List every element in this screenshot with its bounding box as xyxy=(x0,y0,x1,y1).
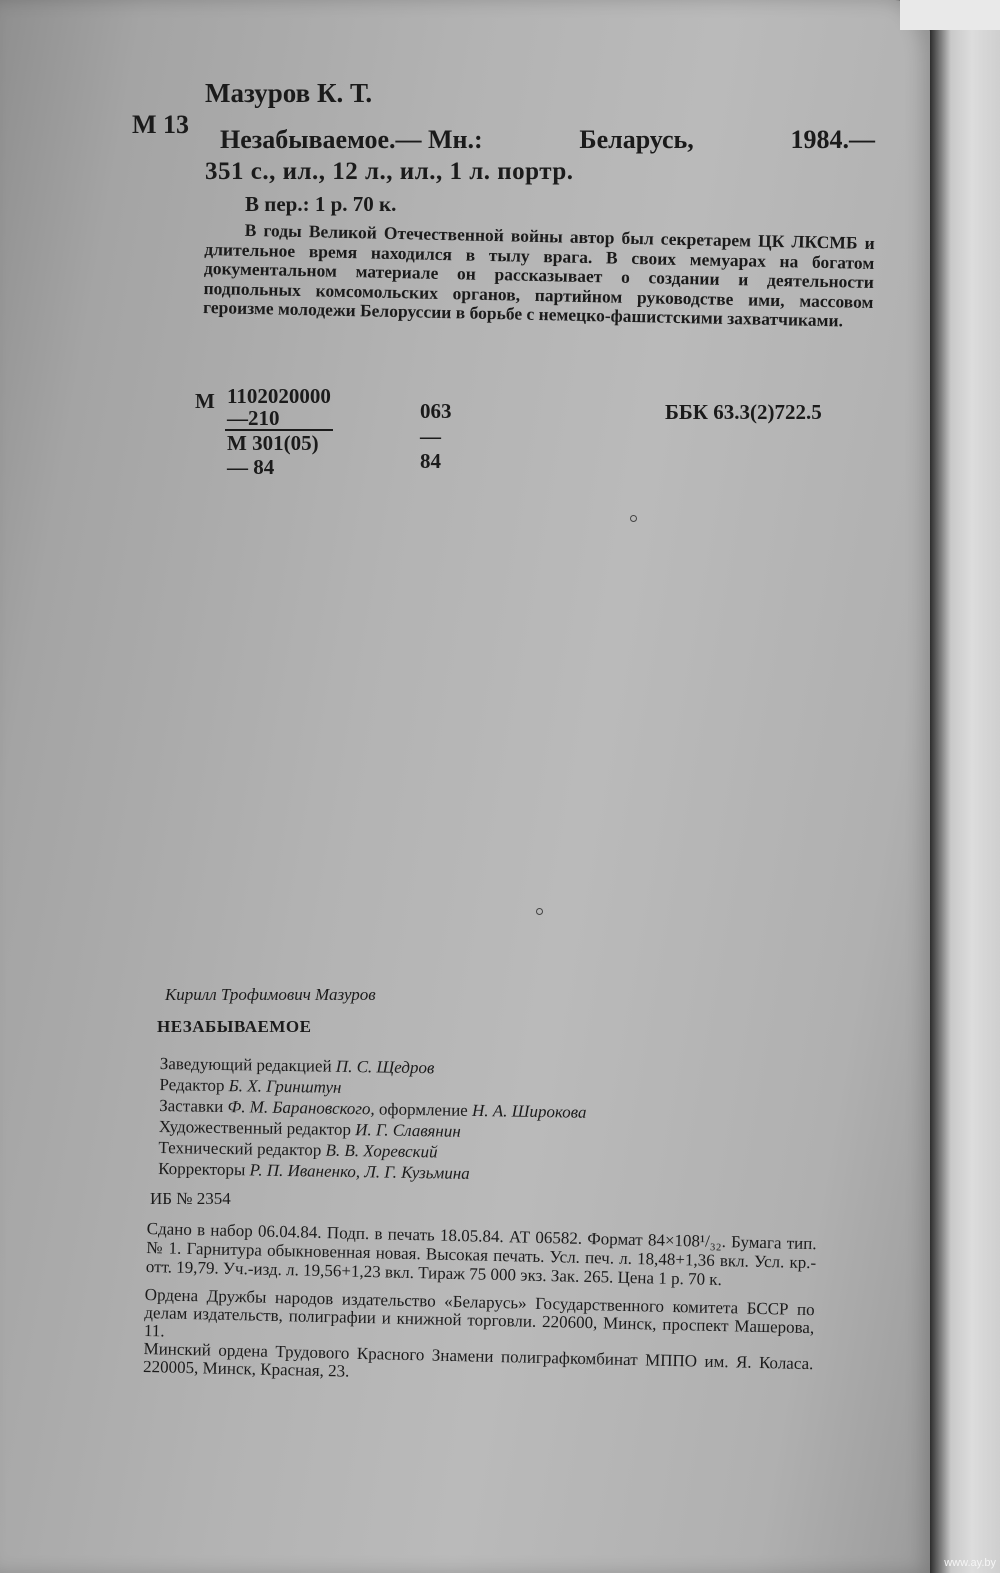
staff-role: Заставки xyxy=(159,1095,224,1117)
staff-role: Художественный редактор xyxy=(158,1116,352,1140)
staff-role: Заведующий редакцией xyxy=(159,1053,332,1076)
catalog-title-part: Беларусь, xyxy=(579,125,694,154)
watermark: www.ay.by xyxy=(944,1557,996,1569)
staff-role: Корректоры xyxy=(158,1158,246,1180)
staff-role: Технический редактор xyxy=(158,1137,322,1160)
page-edge xyxy=(930,0,1000,1573)
imprint-publisher xyxy=(143,1286,815,1391)
catalog-title-part: Незабываемое.— Мн.: xyxy=(220,125,483,154)
index-letter: М xyxy=(195,389,215,413)
page-corner xyxy=(900,0,1000,30)
staff-role: Редактор xyxy=(159,1074,225,1096)
catalog-title-line xyxy=(220,125,875,155)
staff-role: оформление xyxy=(378,1099,468,1120)
staff-name: П. С. Щедров xyxy=(335,1056,435,1078)
staff-name: И. Г. Славянин xyxy=(355,1120,461,1141)
catalog-price-line: В пер.: 1 р. 70 к. xyxy=(245,192,397,216)
imprint-section xyxy=(142,985,845,1381)
catalog-title-part: 1984.— xyxy=(790,125,875,154)
printer-text: Минский ордена Трудового Красного Знамени полиграфкомбинат МППО им. Я. Коласа. 220005, Минск, Красная, 23. xyxy=(142,1338,814,1381)
imprint-author: Кирилл Трофимович Мазуров xyxy=(165,985,376,1004)
imprint-title: НЕЗАБЫВАЕМОЕ xyxy=(157,1017,312,1036)
imprint-ib-number: ИБ № 2354 xyxy=(150,1189,231,1208)
catalog-shelf-code: М 13 xyxy=(132,110,190,139)
paper-speck xyxy=(630,515,637,522)
staff-name: Н. А. Широкова xyxy=(471,1100,587,1122)
staff-name: Б. Х. Гринштун xyxy=(228,1076,342,1097)
catalog-bbk: ББК 63.3(2)722.5 xyxy=(665,400,822,424)
publisher-text: Ордена Дружбы народов издательство «Беларусь» Государственного комитета БССР по делам издательств, полиграфии и книжной торговли. 220600, Минск, проспект Машерова, 11. xyxy=(143,1285,815,1341)
index-denominator: М 301(05) — 84 xyxy=(227,431,319,479)
staff-name: В. В. Хоревский xyxy=(325,1140,438,1162)
annotation-text: В годы Великой Отечественной войны автор был секретарем ЦК ЛКСМБ и длительное время находился в тылу врага. В своих мемуарах на богатом документальном материале он рассказывает о создании и деятельности подпольных комсомольских органов, партийном руководстве ими, массовом героизме молодежи Белоруссии в борьбе с немецко-фашистскими захватчиками. xyxy=(202,219,875,331)
imprint-staff xyxy=(158,1053,845,1190)
index-fraction xyxy=(225,385,333,479)
catalog-author: Мазуров К. Т. xyxy=(205,78,373,108)
paper-speck xyxy=(536,908,543,915)
staff-name: Ф. М. Барановского, xyxy=(227,1097,375,1119)
staff-name: Р. П. Иваненко, Л. Г. Кузьмина xyxy=(249,1160,470,1183)
imprint-technical xyxy=(146,1219,817,1291)
technical-text: Сдано в набор 06.04.84. Подп. в печать 18.05.84. АТ 06582. Формат 84×108¹/₃₂. Бумага тип. № 1. Гарнитура обыкновенная новая. Высокая печать. Усл. печ. л. 18,48+1,36 вкл. Усл. кр.-отт. 19,79. Уч.-изд. л. 19,56+1,23 вкл. Тираж 75 000 экз. Зак. 265. Цена 1 р. 70 к. xyxy=(145,1219,817,1290)
catalog-pages-line: 351 с., ил., 12 л., ил., 1 л. портр. xyxy=(205,158,574,185)
index-tail: 063—84 xyxy=(420,399,452,473)
catalog-annotation xyxy=(203,220,875,332)
index-numerator: 1102020000—210 xyxy=(227,384,331,430)
